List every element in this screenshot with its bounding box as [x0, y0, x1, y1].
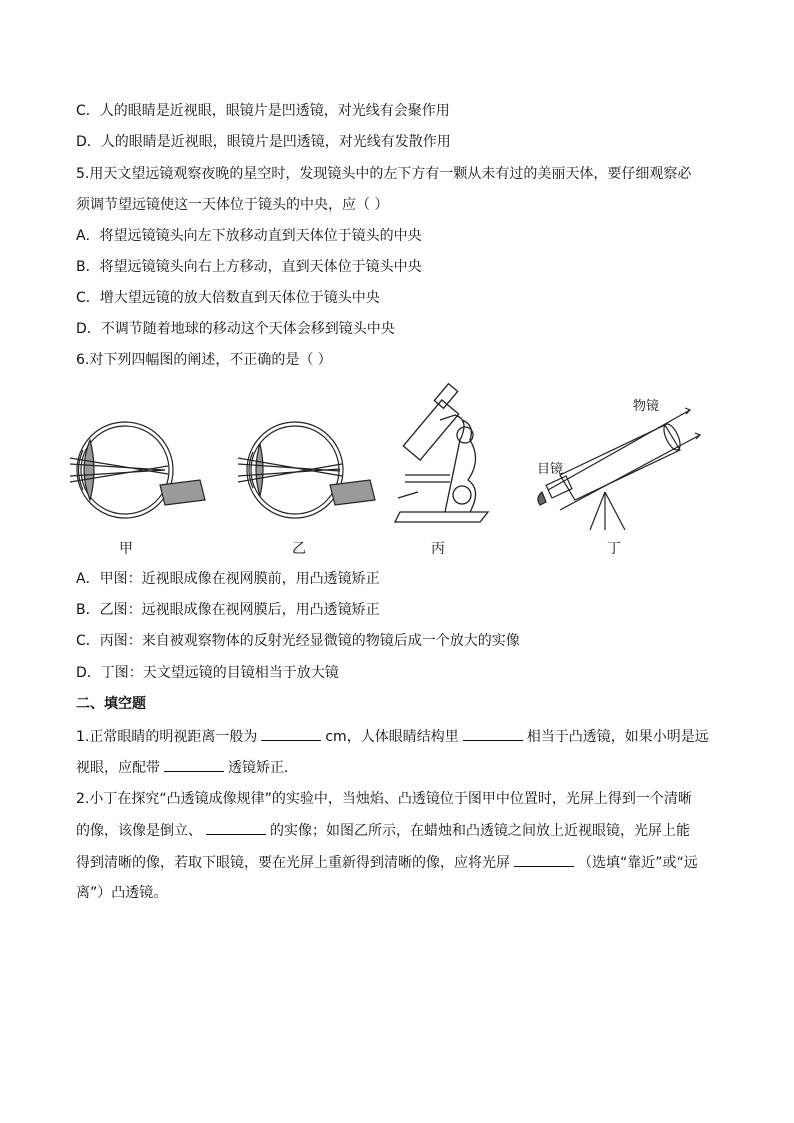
fill2-line-4: 离”）凸透镜。: [76, 885, 168, 901]
fill1-text-4: 视眼，应配带: [76, 760, 160, 776]
four-figures-illustration: [0, 380, 794, 560]
fill2-text-1: 的像，该像是倒立、: [76, 823, 202, 839]
eyepiece-label: 目镜: [537, 462, 564, 477]
myopia-eye-diagram: [70, 422, 205, 518]
q5-option-d: D．不调节随着地球的移动这个天体会移到镜头中央: [76, 321, 395, 337]
fill1-line-1: [76, 726, 709, 747]
microscope-diagram: [395, 384, 488, 522]
fill1-text-3: 相当于凸透镜，如果小明是远: [526, 729, 709, 745]
fill2-text-3: 得到清晰的像，若取下眼镜，要在光屏上重新得到清晰的像，应将光屏: [76, 855, 510, 871]
q6-option-b: B．乙图：远视眼成像在视网膜后，用凸透镜矫正: [76, 602, 380, 618]
caption-jia: 甲: [119, 541, 133, 557]
q5-option-b: B．将望远镜镜头向右上方移动，直到天体位于镜头中央: [76, 259, 422, 275]
hyperopia-eye-diagram: [238, 422, 375, 518]
fill1-text-2: cm，人体眼睛结构里: [325, 729, 459, 745]
q6-figure: [0, 380, 794, 560]
fill2-text-4: （选填“靠近”或“远: [578, 855, 698, 871]
fill2-line-1: 2.小丁在探究“凸透镜成像规律”的实验中，当烛焰、凸透镜位于图甲中位置时，光屏上得到一个清晰: [76, 791, 692, 807]
section-title: 二、填空题: [76, 696, 146, 712]
answer-blank[interactable]: [164, 757, 224, 772]
q5-option-c: C．增大望远镜的放大倍数直到天体位于镜头中央: [76, 290, 380, 306]
q6-option-a: A．甲图：近视眼成像在视网膜前，用凸透镜矫正: [76, 571, 380, 587]
answer-blank[interactable]: [261, 726, 321, 741]
fill2-line-3: [76, 852, 698, 873]
caption-bing: 丙: [431, 541, 445, 557]
q4-option-c: C．人的眼睛是近视眼，眼镜片是凹透镜，对光线有会聚作用: [76, 103, 450, 119]
fill2-text-2: 的实像；如图乙所示，在蜡烛和凸透镜之间放上近视眼镜，光屏上能: [270, 823, 690, 839]
fill1-text-5: 透镜矫正．: [228, 760, 298, 776]
fill1-text-1: 1.正常眼睛的明视距离一般为: [76, 729, 258, 745]
caption-yi: 乙: [292, 541, 306, 557]
answer-blank[interactable]: [514, 852, 574, 867]
q5-option-a: A．将望远镜镜头向左下放移动直到天体位于镜头的中央: [76, 228, 422, 244]
objective-label: 物镜: [633, 399, 660, 414]
fill2-line-2: [76, 820, 690, 841]
q4-option-d: D．人的眼睛是近视眼，眼镜片是凹透镜，对光线有发散作用: [76, 134, 451, 150]
fill1-line-2: [76, 757, 298, 778]
q5-stem-line-2: 须调节望远镜使这一天体位于镜头的中央，应（ ）: [76, 197, 389, 213]
answer-blank[interactable]: [206, 820, 266, 835]
q6-option-c: C．丙图：来自被观察物体的反射光经显微镜的物镜后成一个放大的实像: [76, 633, 520, 649]
q6-option-d: D．丁图：天文望远镜的目镜相当于放大镜: [76, 665, 339, 681]
q5-stem-line-1: 5.用天文望远镜观察夜晚的星空时，发现镜头中的左下方有一颗从未有过的美丽天体，要仔细观察必: [76, 166, 692, 182]
answer-blank[interactable]: [463, 726, 523, 741]
caption-ding: 丁: [607, 541, 621, 557]
q6-stem: 6.对下列四幅图的阐述，不正确的是（ ）: [76, 352, 332, 368]
